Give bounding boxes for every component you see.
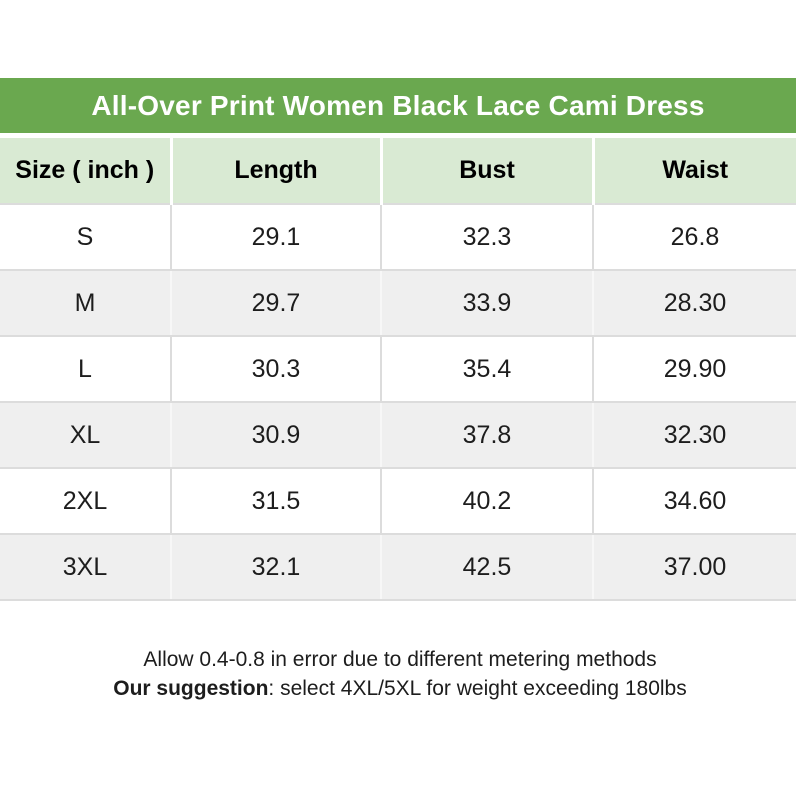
size-chart-footnote [0,645,800,703]
product-title-bar [0,78,796,133]
column-header-size: Size ( inch ) [0,138,171,204]
bust-cell: 40.2 [381,468,593,534]
bust-cell: 32.3 [381,204,593,270]
waist-cell: 26.8 [593,204,796,270]
table-row-xl [0,402,796,468]
bust-cell: 37.8 [381,402,593,468]
bust-cell: 35.4 [381,336,593,402]
size-cell: S [0,204,171,270]
size-cell: 3XL [0,534,171,600]
bust-cell: 42.5 [381,534,593,600]
waist-cell: 32.30 [593,402,796,468]
table-row-s [0,204,796,270]
suggestion-text: : select 4XL/5XL for weight exceeding 180lbs [268,677,687,700]
waist-cell: 37.00 [593,534,796,600]
column-header-bust: Bust [381,138,593,204]
size-cell: M [0,270,171,336]
column-header-waist: Waist [593,138,796,204]
waist-cell: 34.60 [593,468,796,534]
length-cell: 29.7 [171,270,381,336]
size-cell: XL [0,402,171,468]
waist-cell: 29.90 [593,336,796,402]
table-row-l [0,336,796,402]
size-cell: L [0,336,171,402]
length-cell: 30.3 [171,336,381,402]
length-cell: 32.1 [171,534,381,600]
length-cell: 30.9 [171,402,381,468]
size-chart-body [0,204,796,600]
header-row [0,138,796,204]
tolerance-note: Allow 0.4-0.8 in error due to different metering methods [143,648,657,671]
size-chart-header [0,138,796,204]
bust-cell: 33.9 [381,270,593,336]
column-header-length: Length [171,138,381,204]
size-cell: 2XL [0,468,171,534]
suggestion-label: Our suggestion [113,677,269,700]
suggestion-note [0,674,800,703]
waist-cell: 28.30 [593,270,796,336]
size-chart-table [0,138,796,601]
length-cell: 29.1 [171,204,381,270]
length-cell: 31.5 [171,468,381,534]
table-row-3xl [0,534,796,600]
table-row-m [0,270,796,336]
table-row-2xl [0,468,796,534]
product-title: All-Over Print Women Black Lace Cami Dress [91,89,705,121]
